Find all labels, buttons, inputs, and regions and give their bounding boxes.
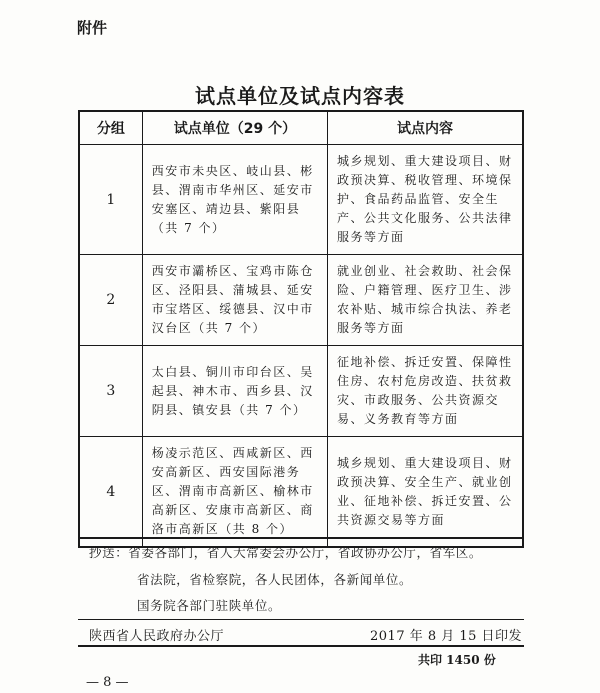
table-row (79, 255, 523, 346)
cc-line-2: 省法院，省检察院，各人民团体，各新闻单位。 (137, 572, 413, 587)
group-cell: 3 (79, 346, 142, 437)
table-row (79, 437, 523, 548)
attachment-label: 附件 (77, 19, 108, 37)
table-row (79, 346, 523, 437)
cc-line-1: 抄送：省委各部门，省人大常委会办公厅，省政协办公厅，省军区。 (89, 545, 483, 560)
page-number: — 8 — (86, 675, 129, 690)
group-cell: 4 (79, 437, 142, 548)
header-content: 试点内容 (328, 111, 523, 145)
issue-date: 2017 年 8 月 15 日印发 (370, 629, 523, 644)
cc-line-3: 国务院各部门驻陕单位。 (137, 598, 282, 613)
units-cell: 太白县、铜川市印台区、吴起县、神木市、西乡县、汉阴县、镇安县（共 7 个） (142, 346, 327, 437)
units-cell: 西安市灞桥区、宝鸡市陈仓区、泾阳县、蒲城县、延安市宝塔区、绥德县、汉中市汉台区（共 7 个） (142, 255, 327, 346)
content-cell: 就业创业、社会救助、社会保险、户籍管理、医疗卫生、涉农补贴、城市综合执法、养老服务等方面 (328, 255, 523, 346)
group-cell: 1 (79, 145, 142, 255)
header-group: 分组 (79, 111, 142, 145)
cc-top-rule (78, 537, 524, 539)
content-cell: 征地补偿、拆迁安置、保障性住房、农村危房改造、扶贫救灾、市政服务、公共资源交易、义务教育等方面 (328, 346, 523, 437)
cc-bottom-rule (78, 619, 524, 620)
document-title: 试点单位及试点内容表 (195, 84, 405, 108)
footer-rule (78, 645, 524, 647)
content-cell: 城乡规划、重大建设项目、财政预决算、税收管理、环境保护、食品药品监管、安全生产、公共文化服务、公共法律服务等方面 (328, 145, 523, 255)
issuing-office: 陕西省人民政府办公厅 (89, 629, 225, 644)
group-cell: 2 (79, 255, 142, 346)
header-units: 试点单位（29 个） (142, 111, 327, 145)
units-cell: 杨凌示范区、西咸新区、西安高新区、西安国际港务区、渭南市高新区、榆林市高新区、安康市高新区、商洛市高新区（共 8 个） (142, 437, 327, 548)
pilot-units-table (78, 110, 524, 548)
table-row (79, 145, 523, 255)
content-cell: 城乡规划、重大建设项目、财政预决算、安全生产、就业创业、征地补偿、拆迁安置、公共资源交易等方面 (328, 437, 523, 548)
units-cell: 西安市未央区、岐山县、彬县、渭南市华州区、延安市安塞区、靖边县、紫阳县（共 7 个） (142, 145, 327, 255)
table-header-row (79, 111, 523, 145)
print-count: 共印 1450 份 (418, 653, 496, 667)
